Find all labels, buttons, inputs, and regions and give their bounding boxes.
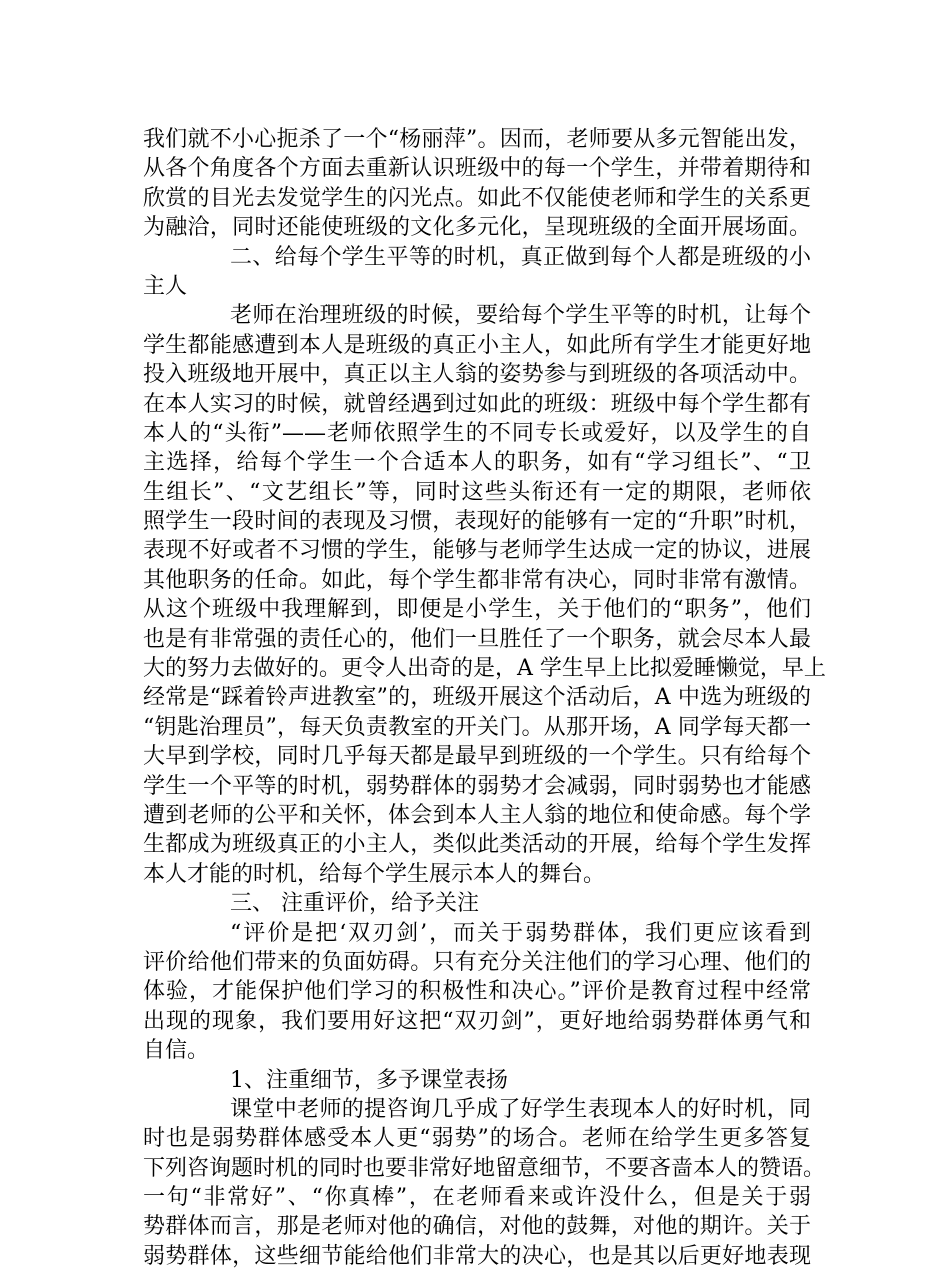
text-line: 生都成为班级真正的小主人，类似此类活动的开展，给每个学生发挥 xyxy=(143,832,811,858)
text-line: 经常是“踩着铃声进教室”的，班级开展这个活动后，A 中选为班级的 xyxy=(143,685,811,711)
text-line: 表现不好或者不习惯的学生，能够与老师学生达成一定的协议，进展 xyxy=(143,538,811,564)
text-line: 遭到老师的公平和关怀，体会到本人主人翁的地位和使命感。每个学 xyxy=(143,802,811,828)
text-line: 欣赏的目光去发觉学生的闪光点。如此不仅能使老师和学生的关系更 xyxy=(143,185,811,211)
text-line: “钥匙治理员”，每天负责教室的开关门。从那开场，A 同学每天都一 xyxy=(143,714,811,740)
body-text xyxy=(143,125,826,1271)
text-line: 自信。 xyxy=(143,1038,210,1064)
text-line: 二、给每个学生平等的时机，真正做到每个人都是班级的小 xyxy=(230,244,811,270)
text-line: 大早到学校，同时几乎每天都是最早到班级的一个学生。只有给每个 xyxy=(143,744,811,770)
text-line: 照学生一段时间的表现及习惯，表现好的能够有一定的“升职”时机， xyxy=(143,509,811,535)
text-line: 本人才能的时机，给每个学生展示本人的舞台。 xyxy=(143,861,606,887)
text-line: 弱势群体，这些细节能给他们非常大的决心，也是其以后更好地表现 xyxy=(143,1243,811,1269)
text-line: “评价是把‘双刃剑’，而关于弱势群体，我们更应该看到 xyxy=(230,920,811,946)
text-line: 三、 注重评价，给予关注 xyxy=(230,891,479,917)
text-line: 为融洽，同时还能使班级的文化多元化，呈现班级的全面开展场面。 xyxy=(143,215,811,241)
text-line: 时也是弱势群体感受本人更“弱势”的场合。老师在给学生更多答复 xyxy=(143,1126,811,1152)
text-line: 学生都能感遭到本人是班级的真正小主人，如此所有学生才能更好地 xyxy=(143,332,811,358)
text-line: 主人 xyxy=(143,273,188,299)
text-line: 下列咨询题时机的同时也要非常好地留意细节，不要吝啬本人的赞语。 xyxy=(143,1155,826,1181)
text-line: 从各个角度各个方面去重新认识班级中的每一个学生，并带着期待和 xyxy=(143,156,811,182)
text-line: 评价给他们带来的负面妨碍。只有充分关注他们的学习心理、他们的 xyxy=(143,949,811,975)
text-line: 老师在治理班级的时候，要给每个学生平等的时机，让每个 xyxy=(230,303,811,329)
text-line: 一句“非常好”、“你真棒”，在老师看来或许没什么，但是关于弱 xyxy=(143,1185,811,1211)
text-line: 也是有非常强的责任心的，他们一旦胜任了一个职务，就会尽本人最 xyxy=(143,626,811,652)
text-line: 学生一个平等的时机，弱势群体的弱势才会减弱，同时弱势也才能感 xyxy=(143,773,811,799)
text-line: 本人的“头衔”——老师依照学生的不同专长或爱好，以及学生的自 xyxy=(143,420,811,446)
text-line: 在本人实习的时候，就曾经遇到过如此的班级：班级中每个学生都有 xyxy=(143,391,811,417)
text-line: 主选择，给每个学生一个合适本人的职务，如有“学习组长”、“卫 xyxy=(143,450,811,476)
text-line: 我们就不小心扼杀了一个“杨丽萍”。因而，老师要从多元智能出发， xyxy=(143,127,811,152)
text-line: 从这个班级中我理解到，即便是小学生，关于他们的“职务”，他们 xyxy=(143,597,811,623)
text-line: 势群体而言，那是老师对他的确信，对他的鼓舞，对他的期许。关于 xyxy=(143,1214,811,1240)
text-line: 1、注重细节，多予课堂表扬 xyxy=(230,1067,508,1093)
text-line: 大的努力去做好的。更令人出奇的是，A 学生早上比拟爱睡懒觉，早上 xyxy=(143,656,826,682)
text-line: 其他职务的任命。如此，每个学生都非常有决心，同时非常有激情。 xyxy=(143,567,811,593)
text-line: 课堂中老师的提咨询几乎成了好学生表现本人的好时机，同 xyxy=(230,1096,811,1122)
text-line: 生组长”、“文艺组长”等，同时这些头衔还有一定的期限，老师依 xyxy=(143,479,811,505)
text-line: 体验，才能保护他们学习的积极性和决心。”评价是教育过程中经常 xyxy=(143,979,811,1005)
text-line: 投入班级地开展中，真正以主人翁的姿势参与到班级的各项活动中。 xyxy=(143,362,811,388)
text-line: 出现的现象，我们要用好这把“双刃剑”，更好地给弱势群体勇气和 xyxy=(143,1008,811,1034)
